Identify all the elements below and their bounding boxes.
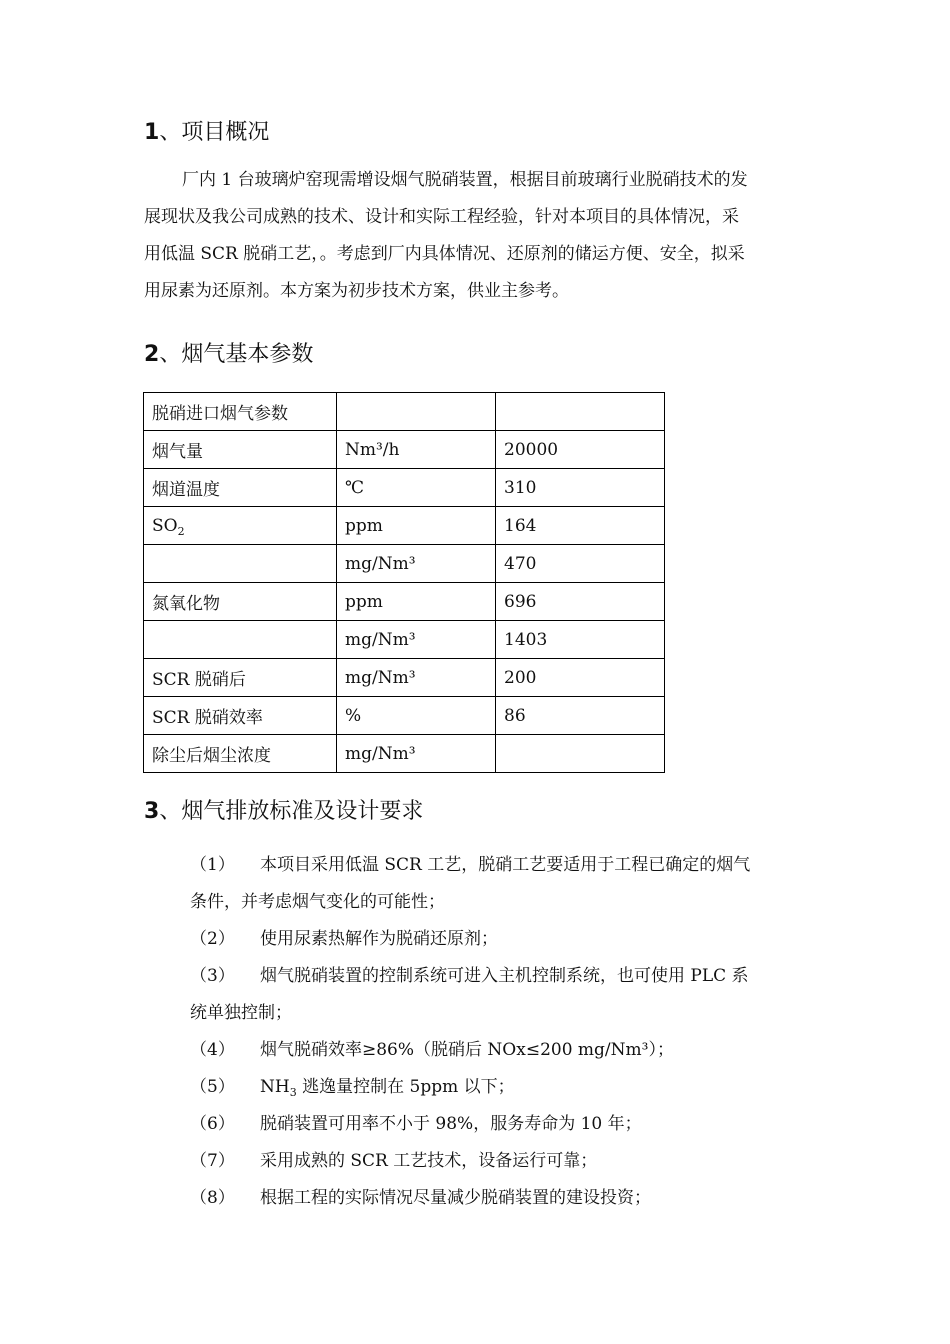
item-marker: （5） <box>190 1077 235 1097</box>
item-marker: （4） <box>190 1040 235 1060</box>
section-2-number: 2 <box>144 342 160 367</box>
table-row <box>144 621 665 659</box>
item-text: 烟气脱硝装置的控制系统可进入主机控制系统，也可使用 PLC 系 <box>260 966 749 986</box>
list-item <box>190 921 810 958</box>
table-row <box>144 507 665 545</box>
section-1-paragraph <box>144 162 808 310</box>
list-item <box>190 1106 810 1143</box>
paragraph-line: 厂内 1 台玻璃炉窑现需增设烟气脱硝装置，根据目前玻璃行业脱硝技术的发 <box>182 170 748 190</box>
item-text: 采用成熟的 SCR 工艺技术，设备运行可靠； <box>260 1151 598 1171</box>
paragraph-line: 用尿素为还原剂。本方案为初步技术方案，供业主参考。 <box>144 281 569 301</box>
value-cell: 310 <box>496 469 665 507</box>
item-text: 使用尿素热解作为脱硝还原剂； <box>260 929 498 949</box>
value-cell: 470 <box>496 545 665 583</box>
table-row <box>144 469 665 507</box>
table-row <box>144 659 665 697</box>
value-cell: 164 <box>496 507 665 545</box>
unit-cell: ppm <box>337 583 496 621</box>
value-cell: 200 <box>496 659 665 697</box>
item-marker: （7） <box>190 1151 235 1171</box>
value-cell: 1403 <box>496 621 665 659</box>
item-text: 烟气脱硝效率≥86%（脱硝后 NOx≤200 mg/Nm³）； <box>260 1040 674 1060</box>
value-cell: 20000 <box>496 431 665 469</box>
section-3-heading <box>144 797 423 827</box>
table-row <box>144 545 665 583</box>
item-marker: （6） <box>190 1114 235 1134</box>
unit-cell: mg/Nm³ <box>337 621 496 659</box>
param-cell: SCR 脱硝效率 <box>144 697 337 735</box>
list-item <box>190 847 810 921</box>
list-item <box>190 1180 810 1217</box>
table-row <box>144 583 665 621</box>
section-1-heading <box>144 118 269 148</box>
item-text: 脱硝装置可用率不小于 98%，服务寿命为 10 年； <box>260 1114 642 1134</box>
unit-cell: mg/Nm³ <box>337 545 496 583</box>
table-row <box>144 431 665 469</box>
item-text: 本项目采用低温 SCR 工艺，脱硝工艺要适用于工程已确定的烟气 <box>260 855 751 875</box>
param-cell: 氮氧化物 <box>144 583 337 621</box>
param-subscript: 2 <box>177 524 185 538</box>
section-2-heading <box>144 340 313 370</box>
item-marker: （8） <box>190 1188 235 1208</box>
list-item <box>190 958 810 1032</box>
section-1-number: 1 <box>144 120 160 145</box>
item-text-after: 逃逸量控制在 5ppm 以下； <box>296 1077 515 1097</box>
param-text: SO <box>152 515 178 536</box>
param-cell: 烟道温度 <box>144 469 337 507</box>
param-cell: 除尘后烟尘浓度 <box>144 735 337 773</box>
item-marker: （1） <box>190 855 235 875</box>
param-cell: SCR 脱硝后 <box>144 659 337 697</box>
item-marker: （3） <box>190 966 235 986</box>
section-3-title: 、烟气排放标准及设计要求 <box>159 799 424 824</box>
unit-cell: mg/Nm³ <box>337 659 496 697</box>
item-continuation: 条件，并考虑烟气变化的可能性； <box>190 892 445 912</box>
item-text: NH <box>260 1077 290 1097</box>
unit-cell <box>337 393 496 431</box>
value-cell <box>496 735 665 773</box>
section-1-title: 、项目概况 <box>159 120 270 145</box>
list-item <box>190 1069 810 1106</box>
item-continuation: 统单独控制； <box>190 1003 292 1023</box>
unit-cell: ℃ <box>337 469 496 507</box>
value-cell <box>496 393 665 431</box>
value-cell: 696 <box>496 583 665 621</box>
value-cell: 86 <box>496 697 665 735</box>
list-item <box>190 1032 810 1069</box>
param-cell <box>144 621 337 659</box>
param-cell <box>144 507 337 545</box>
list-item <box>190 1143 810 1180</box>
unit-cell: Nm³/h <box>337 431 496 469</box>
param-cell <box>144 545 337 583</box>
unit-cell: % <box>337 697 496 735</box>
param-cell: 脱硝进口烟气参数 <box>144 393 337 431</box>
section-3-number: 3 <box>144 799 160 824</box>
section-2-title: 、烟气基本参数 <box>159 342 314 367</box>
param-cell: 烟气量 <box>144 431 337 469</box>
item-marker: （2） <box>190 929 235 949</box>
paragraph-line: 用低温 SCR 脱硝工艺，。考虑到厂内具体情况、还原剂的储运方便、安全，拟采 <box>144 244 745 264</box>
table-row <box>144 697 665 735</box>
paragraph-line: 展现状及我公司成熟的技术、设计和实际工程经验，针对本项目的具体情况，采 <box>144 207 739 227</box>
requirements-list <box>190 847 810 1217</box>
table-row <box>144 735 665 773</box>
flue-gas-parameters-table <box>143 392 665 773</box>
unit-cell: ppm <box>337 507 496 545</box>
unit-cell: mg/Nm³ <box>337 735 496 773</box>
item-subscript: 3 <box>289 1086 297 1099</box>
table-row <box>144 393 665 431</box>
item-text: 根据工程的实际情况尽量减少脱硝装置的建设投资； <box>260 1188 651 1208</box>
